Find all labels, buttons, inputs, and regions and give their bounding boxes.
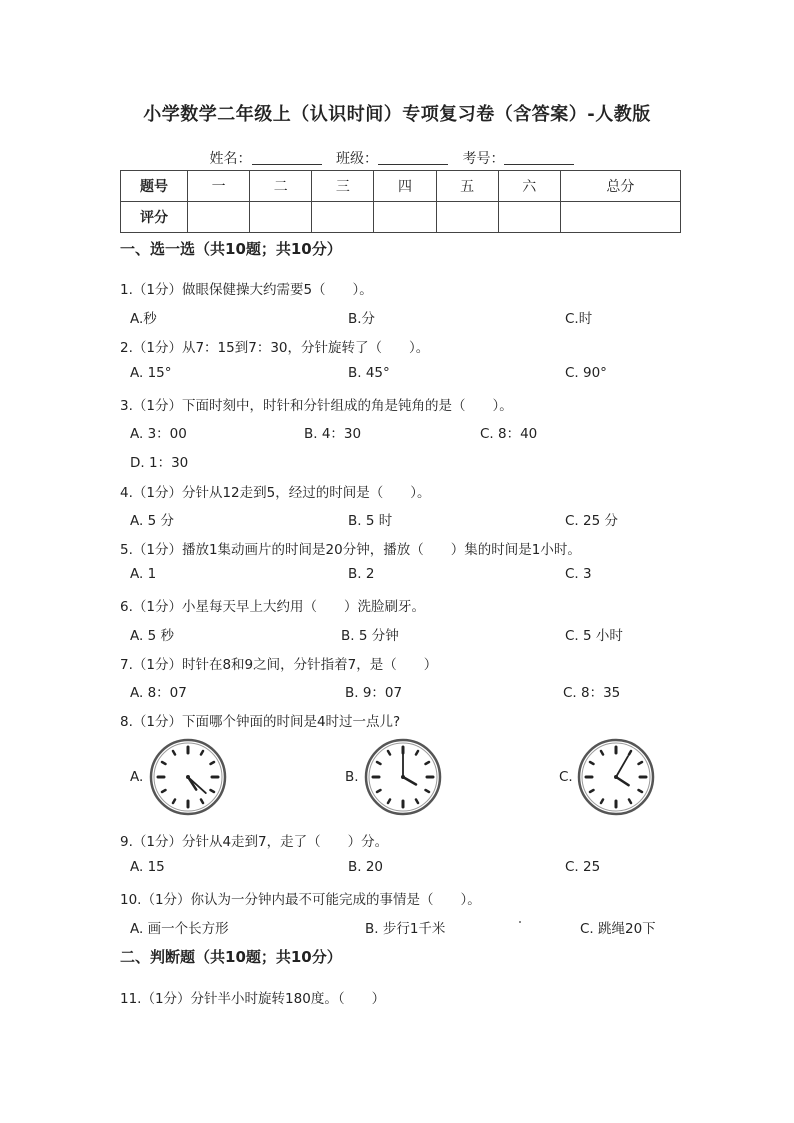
header-cell: 五	[436, 171, 498, 202]
clock-tick	[201, 800, 203, 803]
q6-option-c[interactable]: C. 5 小时	[565, 628, 623, 644]
q2-option-b[interactable]: B. 45°	[348, 365, 390, 381]
clock-tick	[590, 790, 593, 792]
clock-tick	[388, 800, 390, 803]
header-cell: 三	[312, 171, 374, 202]
q3-option-b[interactable]: B. 4：30	[304, 426, 362, 442]
q1-option-c[interactable]: C.时	[565, 311, 593, 327]
q9-option-a[interactable]: A. 15	[130, 859, 165, 875]
header-cell: 六	[498, 171, 560, 202]
class-field[interactable]	[378, 150, 448, 165]
q3-option-c[interactable]: C. 8：40	[480, 426, 538, 442]
header-cell: 一	[188, 171, 250, 202]
clock-tick	[388, 751, 390, 754]
q7-option-c[interactable]: C. 8：35	[563, 685, 621, 701]
clock-center	[614, 775, 618, 779]
score-table-score-row	[121, 202, 681, 233]
question-7: 7.（1分）时针在8和9之间，分针指着7，是（ ）	[120, 657, 438, 673]
q5-option-b[interactable]: B. 2	[348, 566, 375, 582]
clock-tick	[426, 790, 429, 792]
q1-option-a[interactable]: A.秒	[130, 311, 157, 327]
score-cell[interactable]	[250, 202, 312, 233]
clock-options	[0, 737, 794, 819]
header-cell: 二	[250, 171, 312, 202]
header-cell: 总分	[560, 171, 680, 202]
question-4: 4.（1分）分针从12走到5，经过的时间是（ ）。	[120, 485, 431, 501]
clock-b[interactable]	[363, 737, 443, 817]
q8-option-a[interactable]: A.	[130, 769, 144, 785]
q9-option-c[interactable]: C. 25	[565, 859, 601, 875]
q2-option-c[interactable]: C. 90°	[565, 365, 607, 381]
clock-center	[401, 775, 405, 779]
q8-option-b[interactable]: B.	[345, 769, 359, 785]
score-cell[interactable]	[498, 202, 560, 233]
q8-option-c[interactable]: C.	[559, 769, 573, 785]
score-row-label: 评分	[121, 202, 188, 233]
clock-tick	[173, 800, 175, 803]
section-heading-2: 二、判断题（共10题；共10分）	[120, 948, 342, 966]
q4-option-c[interactable]: C. 25 分	[565, 513, 618, 529]
question-11: 11.（1分）分针半小时旋转180度。（ ）	[120, 991, 386, 1007]
q5-option-c[interactable]: C. 3	[565, 566, 592, 582]
clock-c[interactable]	[576, 737, 656, 817]
q10-option-b[interactable]: B. 步行1千米	[365, 921, 446, 937]
q3-option-a[interactable]: A. 3：00	[130, 426, 187, 442]
page-title: 小学数学二年级上（认识时间）专项复习卷（含答案）-人教版	[143, 104, 651, 125]
q1-option-b[interactable]: B.分	[348, 311, 376, 327]
question-10: 10.（1分）你认为一分钟内最不可能完成的事情是（ ）。	[120, 892, 481, 908]
clock-tick	[590, 762, 593, 764]
clock-tick	[629, 751, 631, 754]
q10-option-a[interactable]: A. 画一个长方形	[130, 921, 229, 937]
question-8: 8.（1分）下面哪个钟面的时间是4时过一点儿?	[120, 714, 401, 730]
q4-option-b[interactable]: B. 5 时	[348, 513, 393, 529]
clock-tick	[426, 762, 429, 764]
name-label: 姓名：	[209, 151, 252, 167]
clock-tick	[173, 751, 175, 754]
clock-tick	[601, 800, 603, 803]
clock-tick	[416, 751, 418, 754]
question-6: 6.（1分）小星每天早上大约用（ ）洗脸刷牙。	[120, 599, 425, 615]
clock-tick	[377, 762, 380, 764]
clock-tick	[416, 800, 418, 803]
class-label: 班级：	[336, 151, 378, 167]
student-info	[0, 148, 794, 168]
name-field[interactable]	[252, 150, 322, 165]
q6-option-a[interactable]: A. 5 秒	[130, 628, 174, 644]
question-2: 2.（1分）从7：15到7：30，分针旋转了（ ）。	[120, 340, 430, 356]
clock-tick	[601, 751, 603, 754]
score-table-header-row	[121, 171, 681, 202]
clock-center	[186, 775, 190, 779]
score-cell[interactable]	[374, 202, 436, 233]
clock-tick	[211, 790, 214, 792]
q10-option-c[interactable]: C. 跳绳20下	[580, 921, 656, 937]
q4-option-a[interactable]: A. 5 分	[130, 513, 174, 529]
q2-option-a[interactable]: A. 15°	[130, 365, 172, 381]
question-9: 9.（1分）分针从4走到7，走了（ ）分。	[120, 834, 389, 850]
q3-option-d[interactable]: D. 1：30	[130, 455, 189, 471]
q6-option-b[interactable]: B. 5 分钟	[341, 628, 399, 644]
clock-tick	[629, 800, 631, 803]
clock-tick	[211, 762, 214, 764]
clock-tick	[377, 790, 380, 792]
score-cell[interactable]	[436, 202, 498, 233]
clock-tick	[201, 751, 203, 754]
header-cell: 四	[374, 171, 436, 202]
section-heading-1: 一、选一选（共10题；共10分）	[120, 240, 342, 258]
clock-tick	[639, 762, 642, 764]
q5-option-a[interactable]: A. 1	[130, 566, 157, 582]
stray-dot	[519, 921, 521, 923]
question-3: 3.（1分）下面时刻中，时针和分针组成的角是钝角的是（ ）。	[120, 398, 513, 414]
score-cell[interactable]	[188, 202, 250, 233]
clock-tick	[162, 762, 165, 764]
q9-option-b[interactable]: B. 20	[348, 859, 384, 875]
question-1: 1.（1分）做眼保健操大约需要5（ ）。	[120, 282, 373, 298]
question-5: 5.（1分）播放1集动画片的时间是20分钟，播放（ ）集的时间是1小时。	[120, 542, 581, 558]
id-label: 考号：	[462, 151, 505, 167]
id-field[interactable]	[504, 150, 574, 165]
header-cell: 题号	[121, 171, 188, 202]
q7-option-b[interactable]: B. 9：07	[345, 685, 403, 701]
q7-option-a[interactable]: A. 8：07	[130, 685, 187, 701]
score-cell[interactable]	[312, 202, 374, 233]
score-cell[interactable]	[560, 202, 680, 233]
clock-a[interactable]	[148, 737, 228, 817]
score-table	[120, 170, 681, 233]
clock-tick	[639, 790, 642, 792]
clock-tick	[162, 790, 165, 792]
